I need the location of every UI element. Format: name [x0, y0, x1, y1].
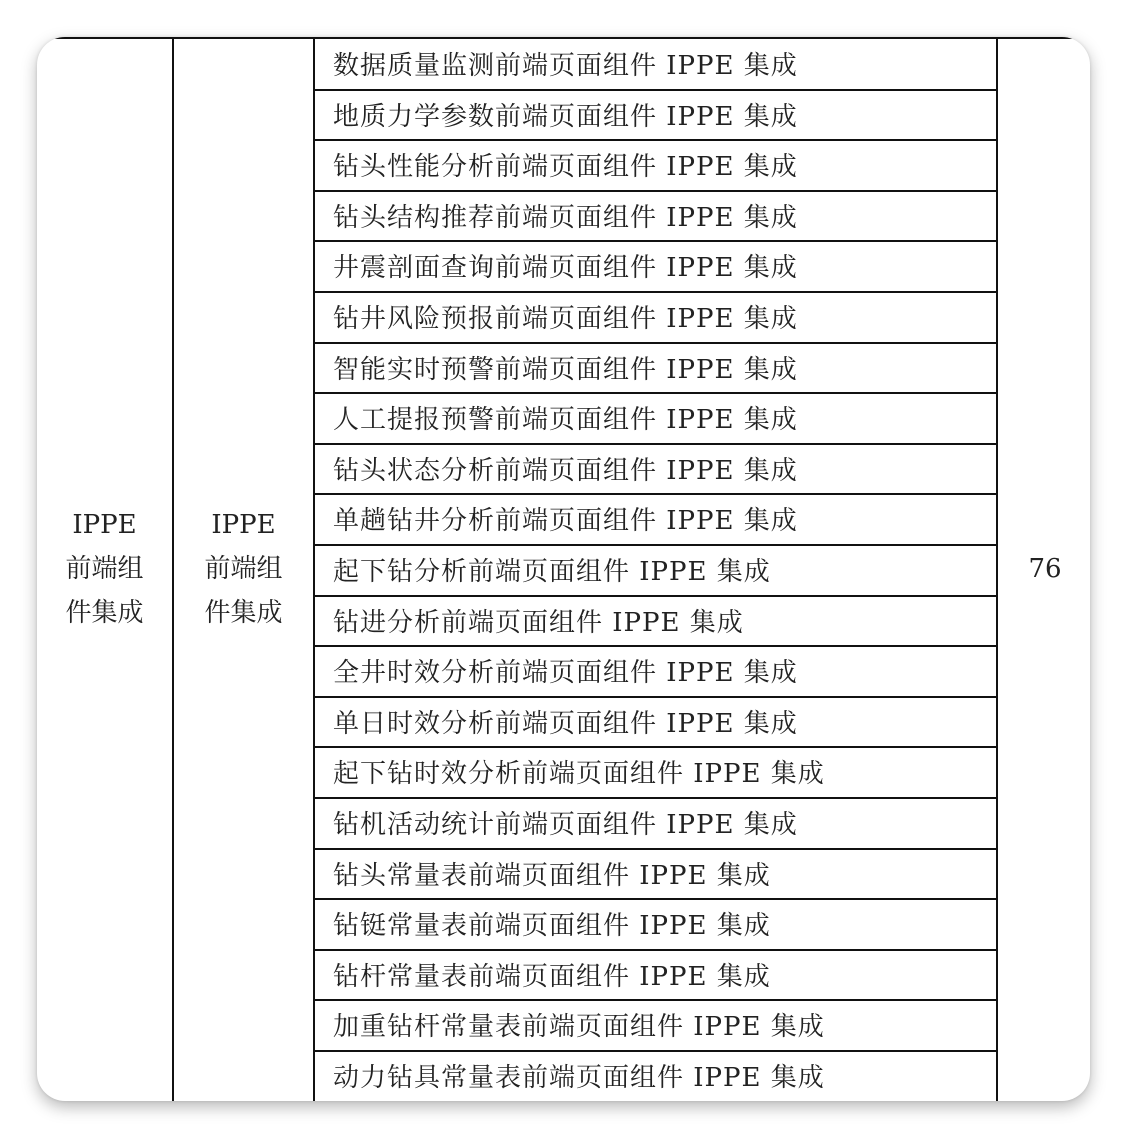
table-row: 钻杆常量表前端页面组件 IPPE 集成	[333, 961, 771, 992]
subcategory-text: IPPE 前端组件集成	[204, 510, 283, 628]
table-row: 地质力学参数前端页面组件 IPPE 集成	[333, 101, 798, 132]
table-row: 单日时效分析前端页面组件 IPPE 集成	[333, 708, 798, 739]
column-divider	[313, 37, 315, 1101]
table-row: 井震剖面查询前端页面组件 IPPE 集成	[333, 253, 798, 284]
table-row: 钻铤常量表前端页面组件 IPPE 集成	[333, 911, 771, 942]
category-text: IPPE 前端组件集成	[65, 510, 144, 628]
table-row: 起下钻时效分析前端页面组件 IPPE 集成	[333, 759, 825, 790]
document-card	[37, 37, 1090, 1101]
table-row: 钻头常量表前端页面组件 IPPE 集成	[333, 860, 771, 891]
table-row: 钻机活动统计前端页面组件 IPPE 集成	[333, 810, 798, 840]
count-value: 76	[1028, 554, 1062, 584]
component-table	[37, 37, 1090, 1101]
table-row: 钻头结构推荐前端页面组件 IPPE 集成	[333, 202, 798, 233]
table-row: 钻头性能分析前端页面组件 IPPE 集成	[333, 152, 798, 183]
table-row: 数据质量监测前端页面组件 IPPE 集成	[333, 51, 798, 81]
table-row: 起下钻分析前端页面组件 IPPE 集成	[333, 557, 771, 587]
category-cell	[37, 37, 172, 1101]
subcategory-cell	[174, 37, 313, 1101]
table-row: 动力钻具常量表前端页面组件 IPPE 集成	[333, 1063, 825, 1093]
table-row: 单趟钻井分析前端页面组件 IPPE 集成	[333, 506, 798, 537]
table-row: 人工提报预警前端页面组件 IPPE 集成	[333, 405, 798, 436]
table-row: 智能实时预警前端页面组件 IPPE 集成	[333, 354, 798, 385]
table-row: 钻头状态分析前端页面组件 IPPE 集成	[333, 455, 798, 486]
table-row: 钻井风险预报前端页面组件 IPPE 集成	[333, 304, 798, 334]
count-cell	[1000, 37, 1090, 1101]
table-row: 加重钻杆常量表前端页面组件 IPPE 集成	[333, 1012, 825, 1043]
table-row: 钻进分析前端页面组件 IPPE 集成	[333, 607, 744, 638]
table-row: 全井时效分析前端页面组件 IPPE 集成	[333, 658, 798, 689]
